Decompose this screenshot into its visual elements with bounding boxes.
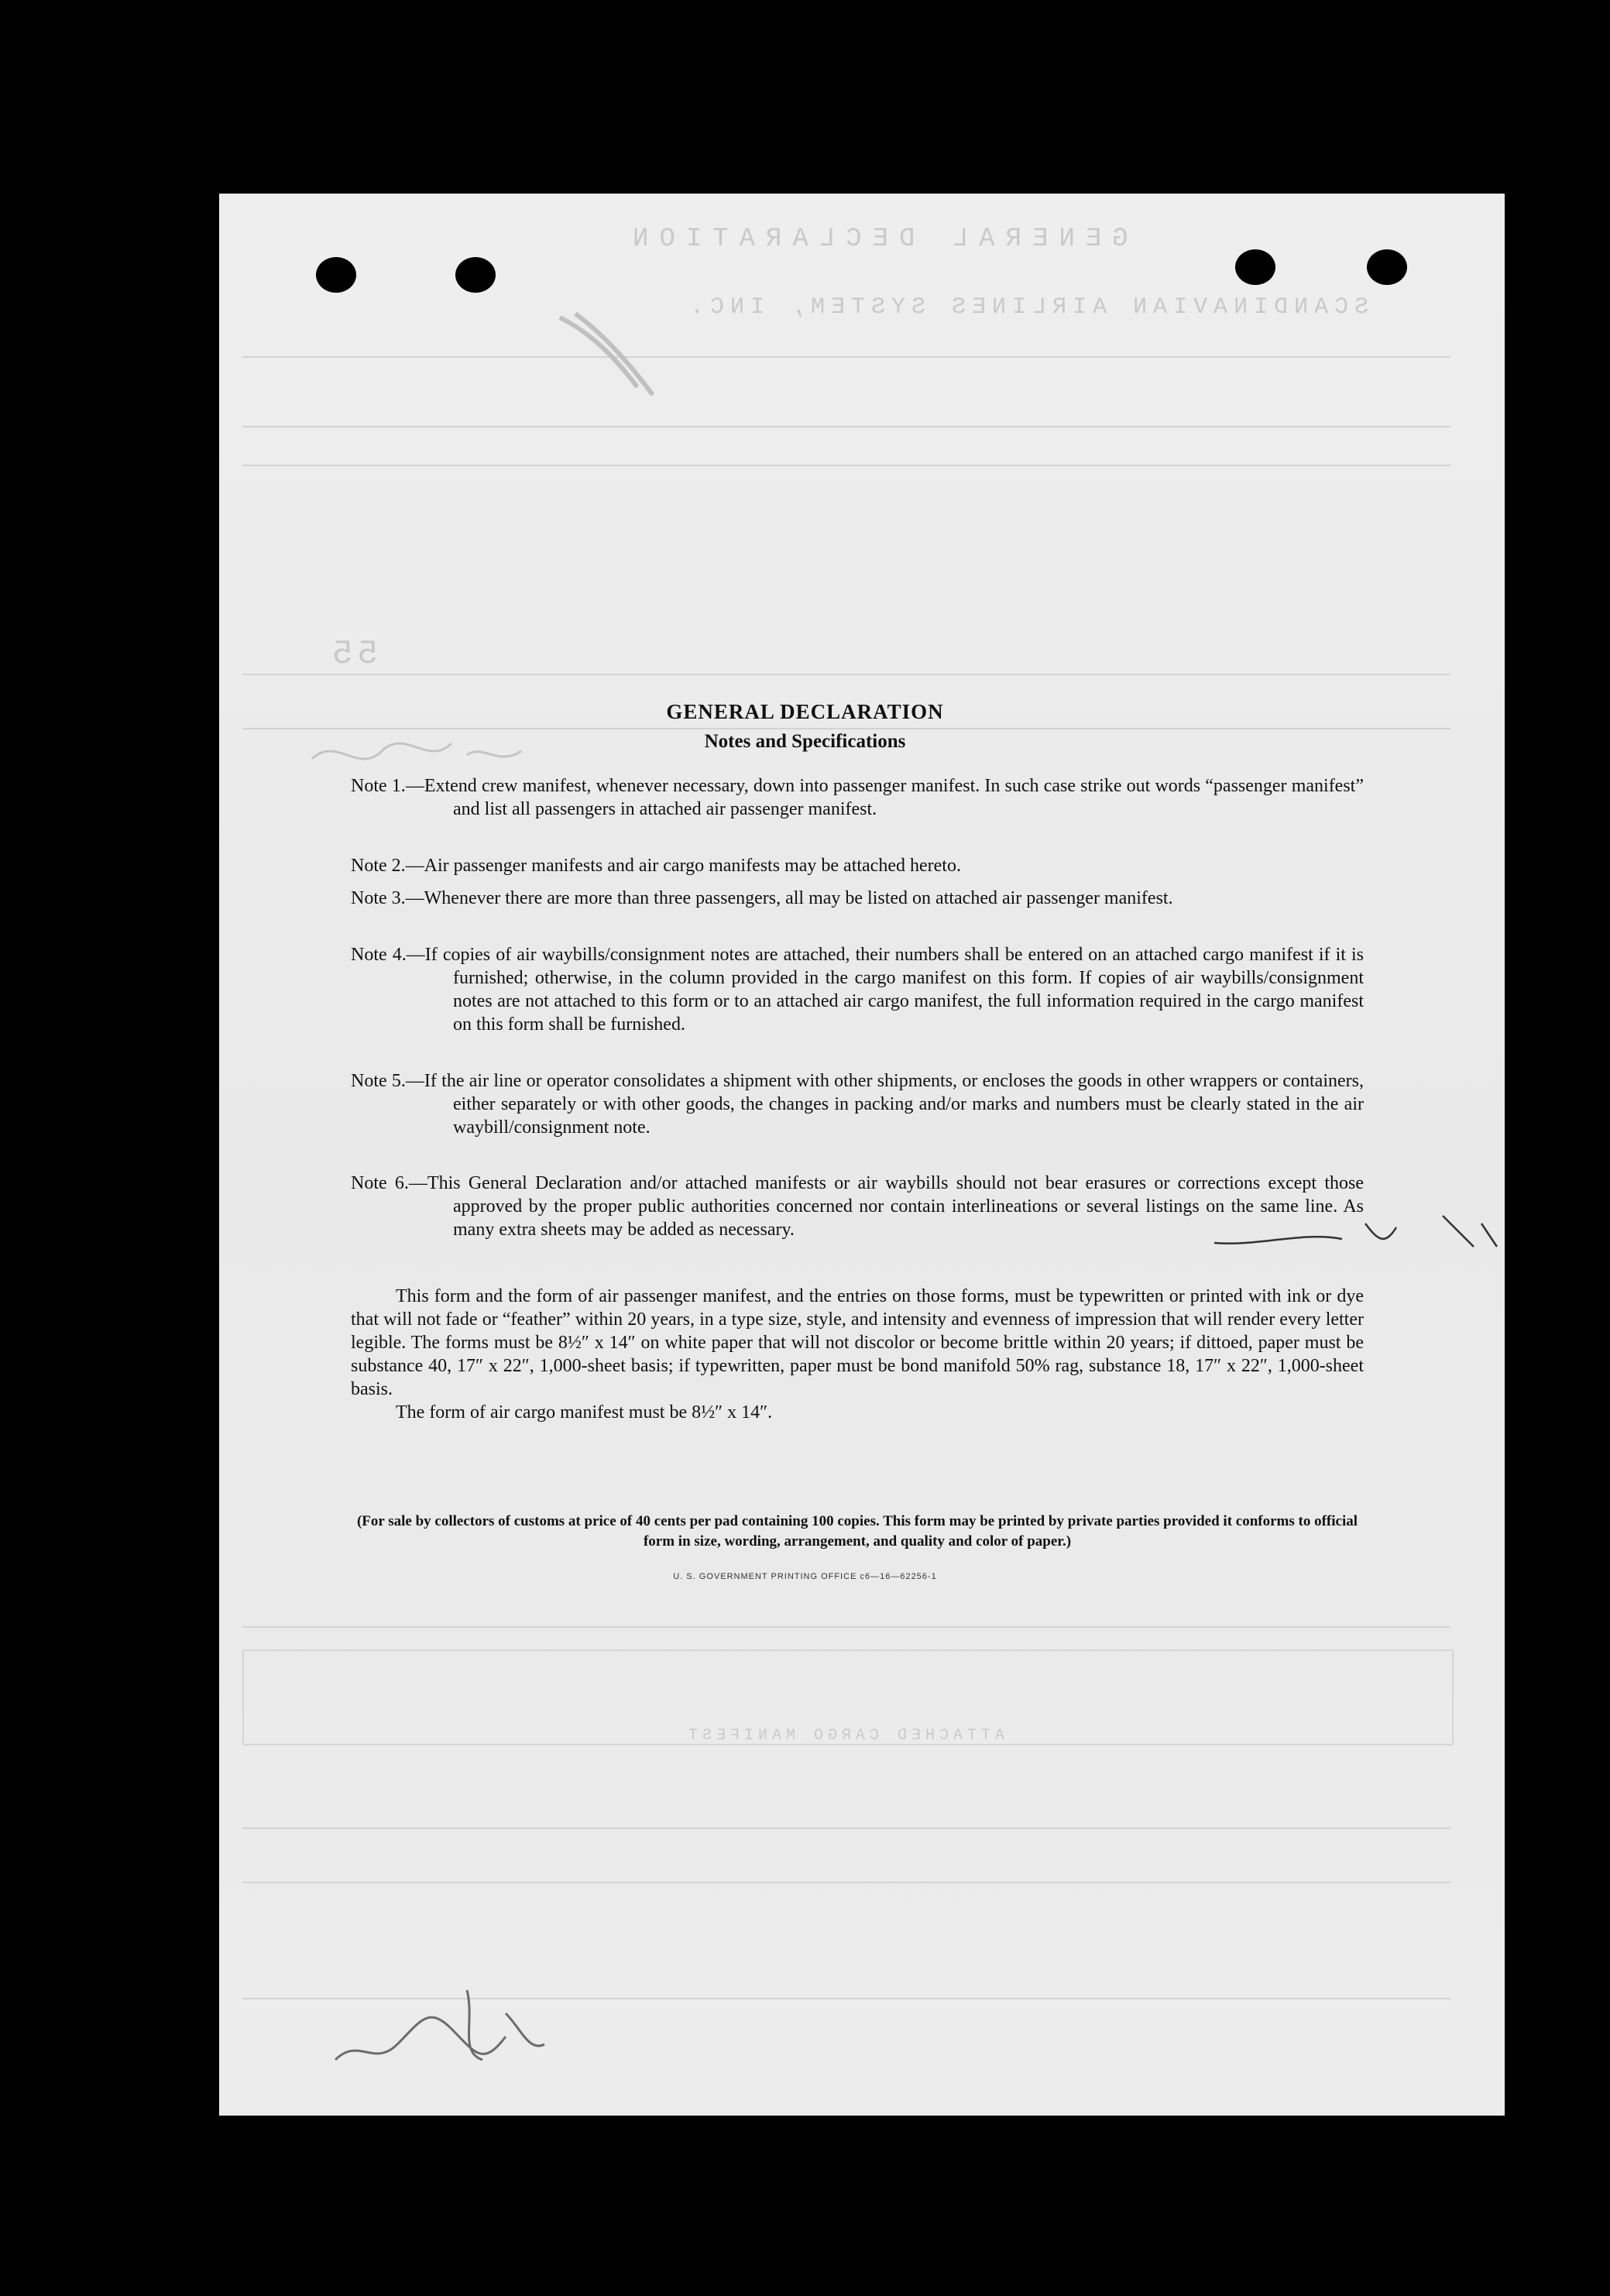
note-label: Note 5. [351,1071,406,1091]
signature-mark [328,1959,560,2083]
form-specification-text: This form and the form of air passenger manifest, and the entries on those forms, must be typewritten or printed with ink or dye that will not fade or “feather” within 20 years, in a type size, style, and intensity and evenness of impression that will render every letter legible. The forms must be 8½″ x 14″ on white paper that will not discolor or become brittle within 20 years; if dittoed, paper must be substance 40, 17″ x 22″, 1,000-sheet basis; if typewritten, paper must be bond manifold 50% rag, substance 18, 17″ x 22″, 1,000-sheet basis. [351,1286,1364,1399]
printing-office-line: U. S. GOVERNMENT PRINTING OFFICE c6—16—62256-1 [673,1572,937,1581]
note-label: Note 4. [351,945,407,965]
bleed-through-heading: GENERAL DECLARATION [622,225,1128,254]
bleed-through-rule [242,1828,1450,1829]
document-subtitle: Notes and Specifications [704,731,906,752]
bleed-through-airline: SCANDINAVIAN AIRLINES SYSTEM, INC. [684,294,1369,321]
punch-hole [1235,249,1275,285]
sale-note: (For sale by collectors of customs at price of 40 cents per pad containing 100 copies. This form may be printed by private parties provided it conforms to official form in size, wording, arrangement, and quality and color of paper.) [356,1513,1358,1550]
bleed-through-rule [242,1882,1450,1883]
form-specification-paragraph [351,1285,1364,1424]
bleed-through-page-number: 55 [328,635,378,674]
bleed-through-rule [242,674,1450,675]
note-text: Air passenger manifests and air cargo manifests may be attached hereto. [424,856,961,876]
bleed-through-table [242,1649,1454,1745]
note-label: Note 2. [351,856,406,876]
note-label: Note 3. [351,888,406,908]
punch-hole [455,257,496,293]
stamp-mark [544,302,699,410]
punch-hole [316,257,356,293]
note-1: Note 1.—Extend crew manifest, whenever necessary, down into passenger manifest. In such case strike out words “passenger manifest” and list all passengers in attached air passenger manifest. [351,776,1364,819]
bleed-through-rule [242,356,1450,358]
note-label: Note 6. [351,1173,409,1193]
cargo-size-line: The form of air cargo manifest must be 8½″ x 14″. [396,1402,773,1423]
note-label: Note 1. [351,776,406,796]
note-3: Note 3.—Whenever there are more than three passengers, all may be listed on attached air passenger manifest. [351,888,1173,908]
note-text: If copies of air waybills/consignment notes are attached, their numbers shall be entered on an attached cargo manifest if it is furnished; otherwise, in the column provided in the cargo manifest on this form. If copies of air waybills/consignment notes are not attached to this form or to an attached air cargo manifest, the full information required in the cargo manifest on this form shall be furnished. [424,945,1365,1035]
bleed-through-cargo-heading: ATTACHED CARGO MANIFEST [684,1727,1005,1745]
document-title: GENERAL DECLARATION [666,700,944,723]
bleed-through-rule [242,1626,1450,1628]
note-text: Extend crew manifest, whenever necessary, down into passenger manifest. In such case strike out words “passenger manifest” and list all passengers in attached air passenger manifest. [424,776,1364,819]
bleed-through-rule [242,426,1450,427]
note-2: Note 2.—Air passenger manifests and air cargo manifests may be attached hereto. [351,856,961,876]
note-6: Note 6.—This General Declaration and/or attached manifests or air waybills should not bear erasures or corrections except those approved by the proper public authorities concerned nor contain interlineations or several listings on the same line. As many extra sheets may be added as necessary. [351,1173,1364,1240]
note-text: If the air line or operator consolidates a shipment with other shipments, or encloses the goods in other wrappers or containers, either separately or with other goods, the changes in packing and/or marks and numbers must be clearly stated in the air waybill/consignment note. [424,1071,1364,1138]
note-4: Note 4.—If copies of air waybills/consignment notes are attached, their numbers shall be entered on an attached cargo manifest if it is furnished; otherwise, in the column provided in the cargo manifest on this form. If copies of air waybills/consignment notes are not attached to this form or to an attached air cargo manifest, the full information required in the cargo manifest on this form shall be furnished. [351,945,1365,1035]
note-5: Note 5.—If the air line or operator consolidates a shipment with other shipments, or encloses the goods in other wrappers or containers, either separately or with other goods, the changes in packing and/or marks and numbers must be clearly stated in the air waybill/consignment note. [351,1071,1364,1138]
document-sheet [219,194,1505,2116]
punch-hole [1367,249,1407,285]
bleed-through-rule [242,465,1450,466]
note-text: Whenever there are more than three passengers, all may be listed on attached air passenger manifest. [424,888,1173,908]
note-text: This General Declaration and/or attached manifests or air waybills should not bear erasures or corrections except those approved by the proper public authorities concerned nor contain interlineations or several listings on the same line. As many extra sheets may be added as necessary. [427,1173,1364,1240]
